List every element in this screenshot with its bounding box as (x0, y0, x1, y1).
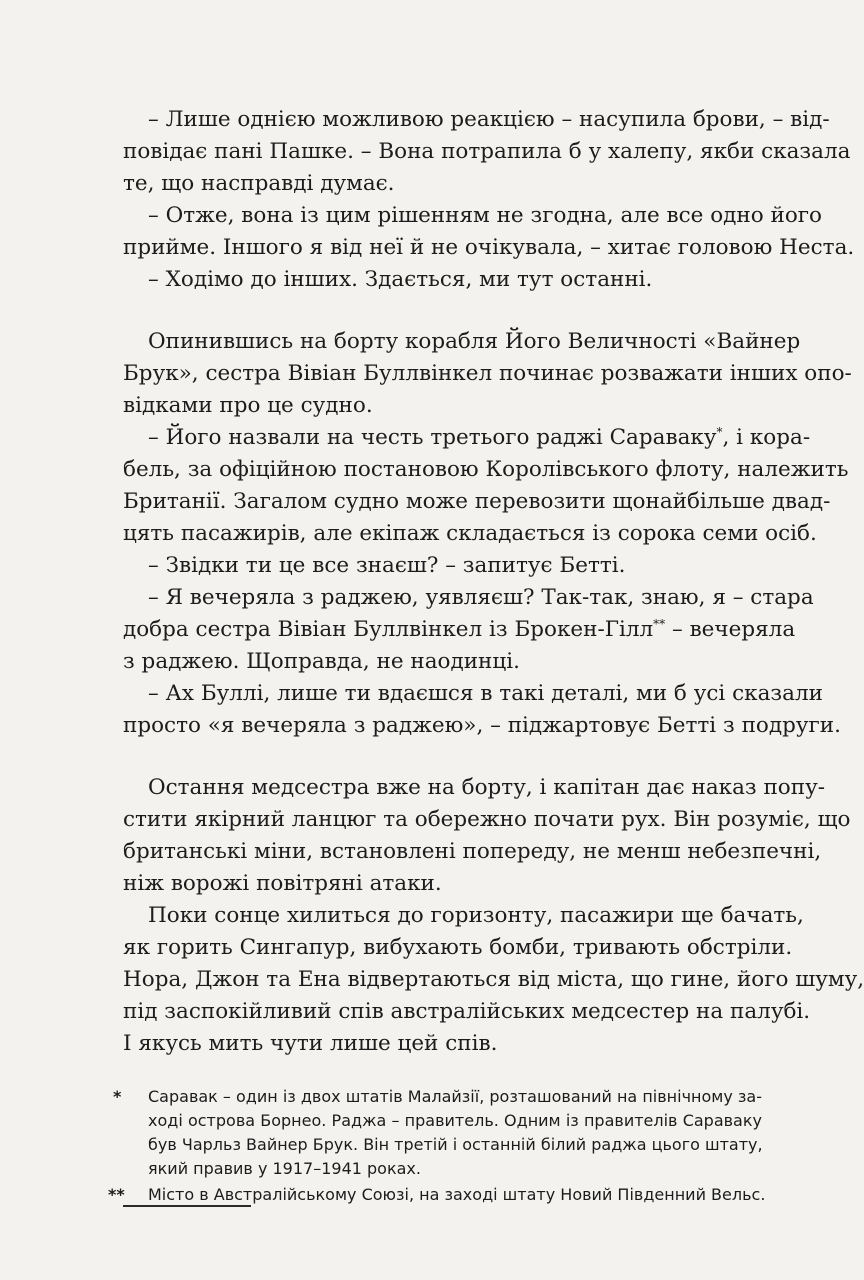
footnote-line: Місто в Австралійському Союзі, на заході штату Новий Південний Вельс. (148, 1185, 766, 1204)
text-line: з раджею. Щоправда, не наодинці. (123, 649, 520, 674)
text-segment: – Його назвали на честь третього раджі Сараваку (148, 425, 717, 450)
text-line: те, що насправді думає. (123, 171, 395, 196)
text-line: Британії. Загалом судно може перевозити щонайбільше двад- (123, 489, 831, 514)
footnote-mark: * (113, 1087, 122, 1106)
footnote-mark: ** (108, 1185, 125, 1204)
text-line: просто «я вечеряла з раджею», – піджартовує Бетті з подруги. (123, 713, 841, 738)
text-line: – Я вечеряла з раджею, уявляєш? Так-так, знаю, я – стара (148, 585, 814, 610)
footnote-line: який правив у 1917–1941 роках. (148, 1159, 421, 1178)
text-line (123, 616, 796, 642)
footnote-line: був Чарльз Вайнер Брук. Він третій і останній білий раджа цього штату, (148, 1135, 763, 1154)
text-line: Поки сонце хилиться до горизонту, пасажири ще бачать, (148, 903, 804, 928)
text-segment: , і кора- (722, 425, 811, 450)
text-line: – Отже, вона із цим рішенням не згодна, але все одно його (148, 203, 822, 228)
text-line: британські міни, встановлені попереду, не менш небезпечні, (123, 839, 822, 864)
text-line: повідає пані Пашке. – Вона потрапила б у халепу, якби сказала (123, 139, 851, 164)
text-line: ніж ворожі повітряні атаки. (123, 871, 442, 896)
text-line: прийме. Іншого я від неї й не очікувала, – хитає головою Неста. (123, 235, 855, 260)
text-line: І якусь мить чути лише цей спів. (123, 1031, 498, 1056)
text-line: – Ах Буллі, лише ти вдаєшся в такі деталі, ми б усі сказали (148, 681, 823, 706)
text-segment: – вечеряла (665, 617, 796, 642)
text-line: цять пасажирів, але екіпаж складається із сорока семи осіб. (123, 521, 817, 546)
footnote-line: ході острова Борнео. Раджа – правитель. Одним із правителів Сараваку (148, 1111, 762, 1130)
text-line: відками про це судно. (123, 393, 373, 418)
footnote-ref: ** (653, 616, 666, 631)
text-line (148, 424, 811, 450)
footnote-line: Саравак – один із двох штатів Малайзії, розташований на північному за- (148, 1087, 762, 1106)
text-line: Нора, Джон та Ена відвертаються від міста, що гине, його шуму, (123, 967, 864, 992)
text-line: Опинившись на борту корабля Його Величності «Вайнер (148, 329, 801, 354)
text-line: – Лише однією можливою реакцією – насупила брови, – від- (148, 107, 830, 132)
text-line: Брук», сестра Вівіан Буллвінкел починає розважати інших опо- (123, 361, 852, 386)
text-segment: добра сестра Вівіан Буллвінкел із Брокен-Гілл (123, 617, 654, 642)
text-line: Остання медсестра вже на борту, і капітан дає наказ попу- (148, 775, 825, 800)
text-line: стити якірний ланцюг та обережно почати рух. Він розуміє, що (123, 807, 851, 832)
text-line: – Ходімо до інших. Здається, ми тут останні. (148, 267, 653, 292)
text-line: як горить Сингапур, вибухають бомби, тривають обстріли. (123, 935, 793, 960)
text-line: бель, за офіційною постановою Королівського флоту, належить (123, 457, 849, 482)
text-line: під заспокійливий спів австралійських медсестер на палубі. (123, 999, 811, 1024)
text-line: – Звідки ти це все знаєш? – запитує Бетті. (148, 553, 626, 578)
bottom-rule (123, 1205, 251, 1207)
footnote-ref: * (716, 424, 723, 439)
